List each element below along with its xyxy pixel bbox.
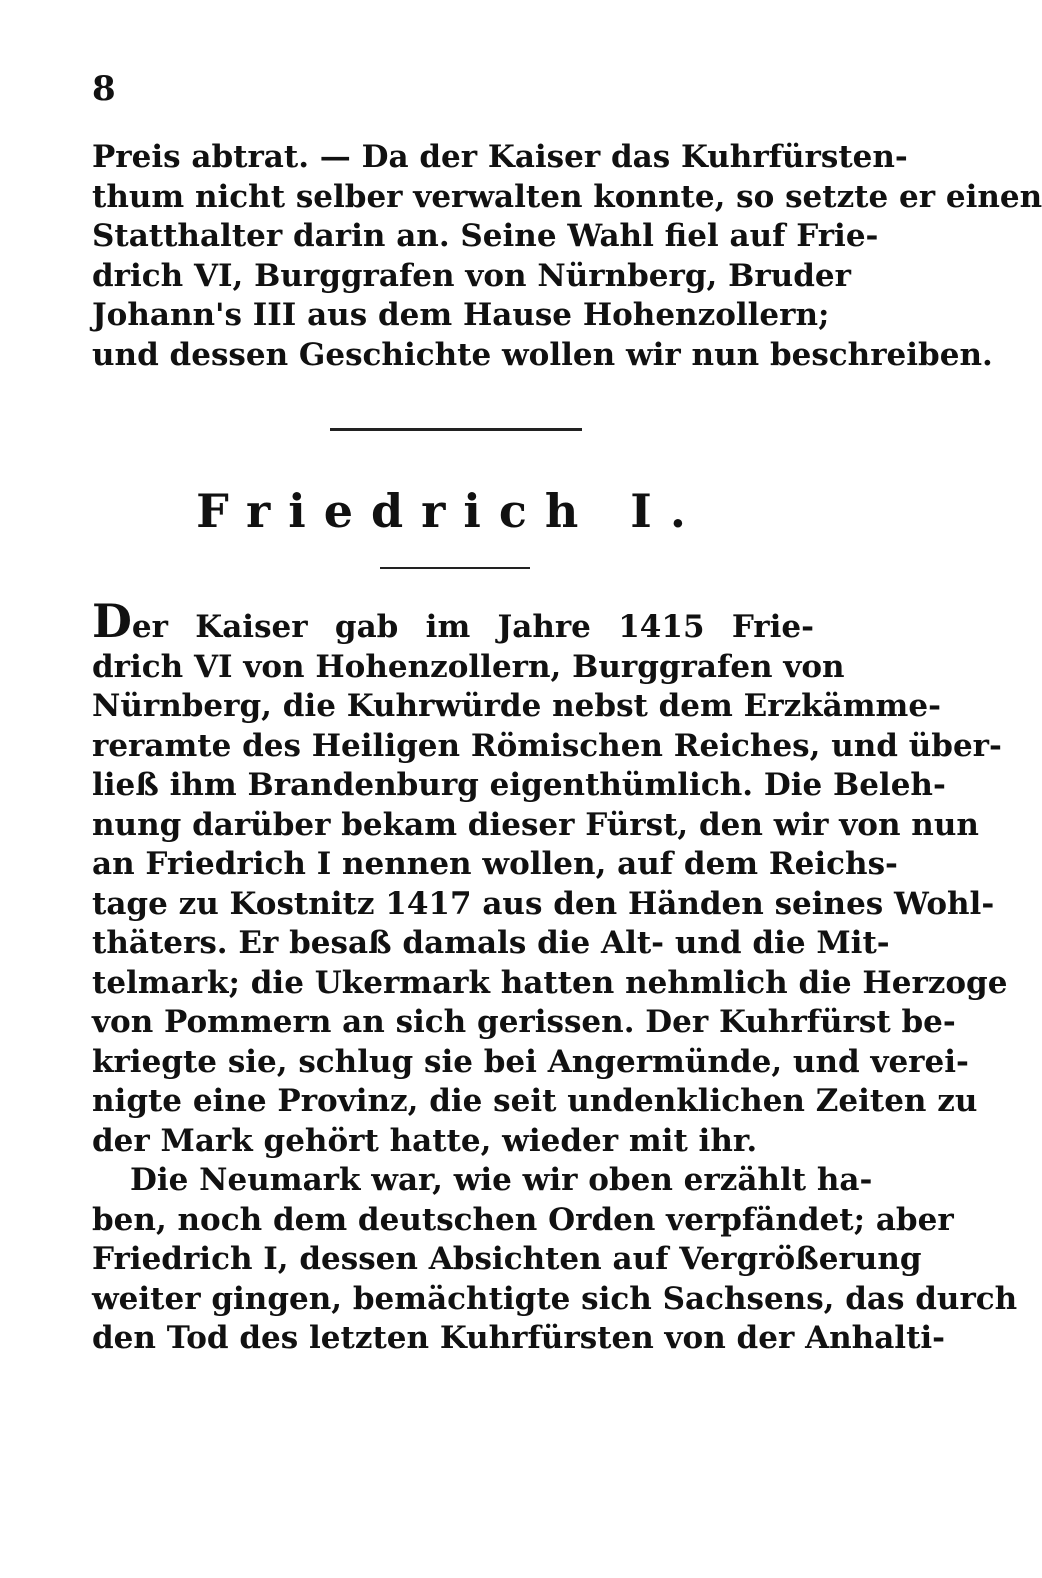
first-line-text: er Kaiser gab im Jahre 1415 Frie- [131, 609, 814, 645]
text-line: Preis abtrat. — Da der Kaiser das Kuhrfürsten- [92, 139, 908, 175]
text-line: Statthalter darin an. Seine Wahl fiel auf Frie- [92, 218, 879, 254]
intro-paragraph [92, 138, 1042, 375]
text-line: drich VI, Burggrafen von Nürnberg, Bruder [92, 257, 851, 294]
text-line: nigte eine Provinz, die seit undenklichen Zeiten zu [92, 1083, 978, 1119]
text-line: Friedrich I, dessen Absichten auf Vergrößerung [92, 1241, 922, 1277]
text-line: und dessen Geschichte wollen wir nun beschreiben. [92, 336, 993, 373]
text-line: telmark; die Ukermark hatten nehmlich die Herzoge [92, 964, 1008, 1001]
chapter-heading: Friedrich I. [196, 484, 704, 538]
text-line: thäters. Er besaß damals die Alt- und die Mit- [92, 925, 890, 961]
text-line: tage zu Kostnitz 1417 aus den Händen seines Wohl- [92, 885, 995, 922]
text-line: ben, noch dem deutschen Orden verpfändet; aber [92, 1201, 954, 1238]
drop-cap: D [92, 594, 132, 648]
text-line: von Pommern an sich gerissen. Der Kuhrfürst be- [92, 1004, 956, 1040]
section-divider-top [330, 428, 582, 431]
text-line: ließ ihm Brandenburg eigenthümlich. Die Beleh- [92, 767, 946, 803]
text-line: Die Neumark war, wie wir oben erzählt ha- [130, 1162, 873, 1198]
text-line: den Tod des letzten Kuhrfürsten von der Anhalti- [92, 1320, 946, 1356]
text-line-first [92, 594, 814, 648]
chapter-body [92, 594, 1018, 1359]
text-line: nung darüber bekam dieser Fürst, den wir von nun [92, 806, 979, 843]
text-line: an Friedrich I nennen wollen, auf dem Reichs- [92, 846, 898, 882]
text-line: Johann's III aus dem Hause Hohenzollern; [92, 297, 830, 333]
page-number: 8 [92, 69, 116, 109]
text-line: drich VI von Hohenzollern, Burggrafen von [92, 648, 845, 685]
text-line: der Mark gehört hatte, wieder mit ihr. [92, 1122, 758, 1159]
text-line: Nürnberg, die Kuhrwürde nebst dem Erzkämme- [92, 688, 941, 724]
text-line: weiter gingen, bemächtigte sich Sachsens, das durch [92, 1280, 1018, 1317]
text-line: reramte des Heiligen Römischen Reiches, und über- [92, 727, 1002, 764]
text-line: kriegte sie, schlug sie bei Angermünde, und verei- [92, 1043, 969, 1080]
text-line: thum nicht selber verwalten konnte, so setzte er einen [92, 178, 1042, 215]
section-divider-bottom [380, 567, 530, 569]
